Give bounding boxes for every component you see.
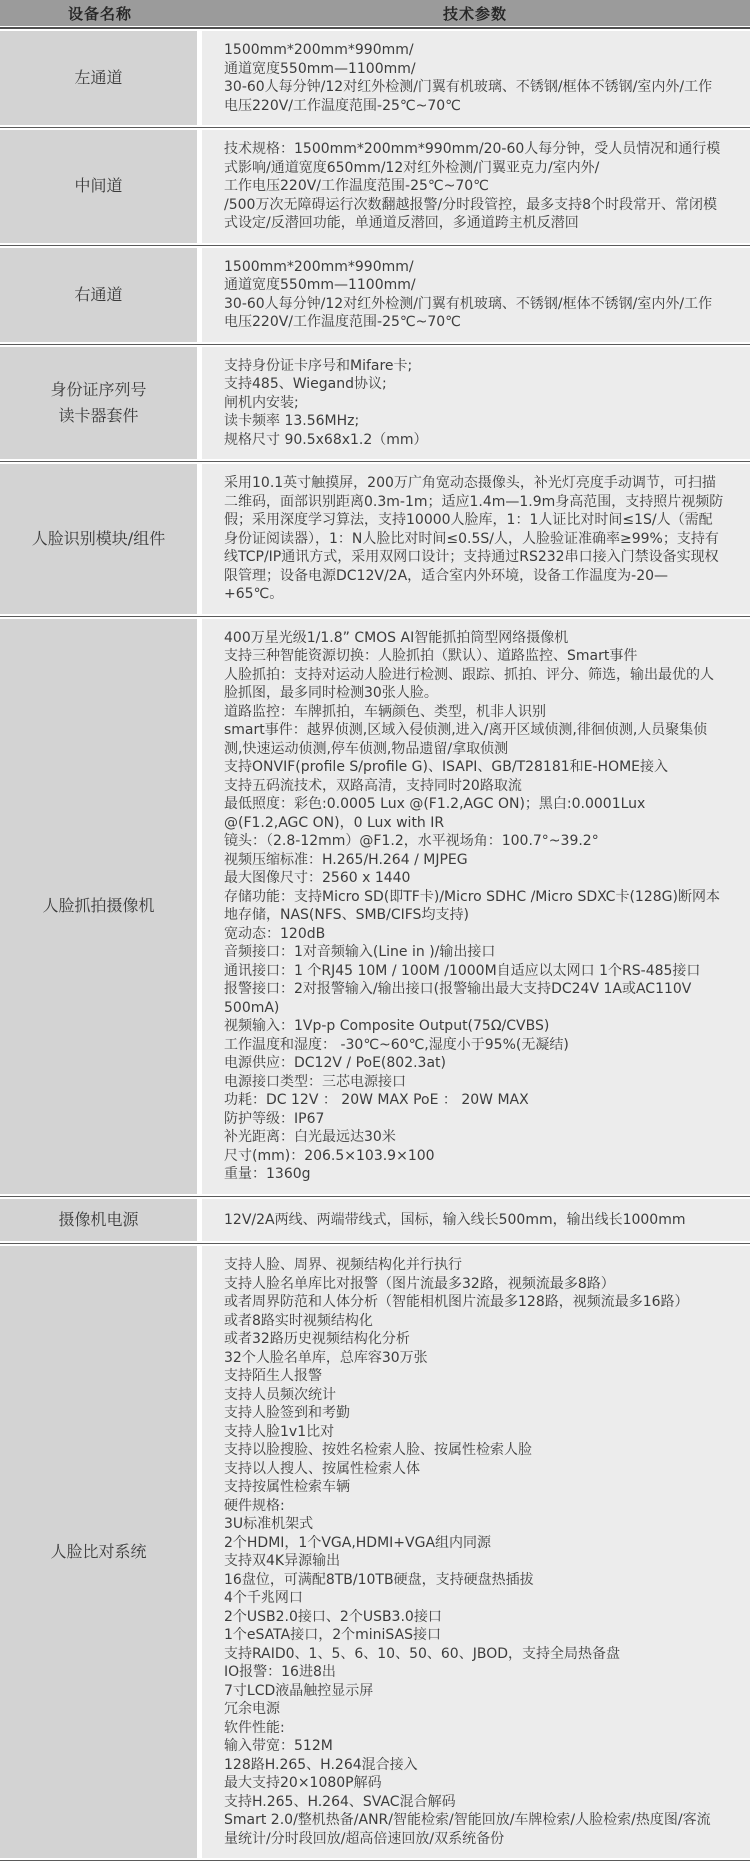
tech-params-cell: 1500mm*200mm*990mm/ 通道宽度550mm—1100mm/ 30-60人每分钟/12对红外检测/门翼有机玻璃、不锈钢/框体不锈钢/室内外/工作电压220V/工作温度范围-25℃~70℃ (202, 31, 750, 125)
table-row (0, 130, 750, 243)
spec-table-body (0, 31, 750, 1863)
device-name-cell: 人脸识别模块/组件 (0, 464, 197, 614)
tech-params-cell: 采用10.1英寸触摸屏，200万广角宽动态摄像头，补光灯亮度手动调节，可扫描二维码，面部识别距离0.3m-1m；适应1.4m—1.9m身高范围，支持照片视频防假；采用深度学习算法，支持10000人脸库，1：1人证比对时间≤1S/人（需配身份证阅读器），1：N人脸比对时间≤0.5S/人，人脸验证准确率≥99%；支持有线TCP/IP通讯方式，采用双网口设计；支持通过RS232串口接入门禁设备实现权限管理；设备电源DC12V/2A，适合室内外环境，设备工作温度为-20—+65℃。 (202, 464, 750, 614)
header-device-name: 设备名称 (67, 4, 132, 23)
device-name-cell: 身份证序列号 读卡器套件 (0, 347, 197, 460)
table-row (0, 248, 750, 342)
table-row (0, 31, 750, 125)
header-separator (0, 26, 750, 31)
row-separator (0, 1858, 750, 1863)
device-name-cell: 右通道 (0, 248, 197, 342)
device-name-cell: 左通道 (0, 31, 197, 125)
header-tech-params: 技术参数 (442, 4, 507, 23)
tech-params-cell: 技术规格：1500mm*200mm*990mm/20-60人每分钟，受人员情况和通行模式影响/通道宽度650mm/12对红外检测/门翼亚克力/室内外/ 工作电压220V/工作温度范围-25℃~70℃ /500万次无障碍运行次数翻越报警/分时段管控，最多支持8个时段常开、常闭模式设定/反潜回功能，单通道反潜回，多通道跨主机反潜回 (202, 130, 750, 243)
tech-params-cell: 支持人脸、周界、视频结构化并行执行 支持人脸名单库比对报警（图片流最多32路，视频流最多8路） 或者周界防范和人体分析（智能相机图片流最多128路，视频流最多16路） 或者8路实时视频结构化 或者32路历史视频结构化分析 32个人脸名单库，总库容30万张 支持陌生人报警 支持人员频次统计 支持人脸签到和考勤 支持人脸1v1比对 支持以脸搜脸、按姓名检索人脸、按属性检索人脸 支持以人搜人、按属性检索人体 支持按属性检索车辆 硬件规格: 3U标准机架式 2个HDMI，1个VGA,HDMI+VGA组内同源 支持双4K异源输出 16盘位，可满配8TB/10TB硬盘，支持硬盘热插拔 4个千兆网口 2个USB2.0接口、2个USB3.0接口 1个eSATA接口，2个miniSAS接口 支持RAID0、1、5、6、10、50、60、JBOD，支持全局热备盘 IO报警：16进8出 7寸LCD液晶触控显示屏 冗余电源 软件性能: 输入带宽：512M 128路H.265、H.264混合接入 最大支持20×1080P解码 支持H.265、H.264、SVAC混合解码 Smart 2.0/整机热备/ANR/智能检索/智能回放/车牌检索/人脸检索/热度图/客流量统计/分时段回放/超高倍速回放/双系统备份 (202, 1246, 750, 1858)
row-separator (0, 614, 750, 619)
table-row (0, 1246, 750, 1858)
row-separator (0, 243, 750, 248)
table-header-row (0, 0, 750, 26)
tech-params-cell: 12V/2A两线、两端带线式，国标，输入线长500mm，输出线长1000mm (202, 1199, 750, 1242)
device-name-cell: 摄像机电源 (0, 1199, 197, 1242)
row-separator (0, 459, 750, 464)
device-name-cell: 人脸比对系统 (0, 1246, 197, 1858)
table-row (0, 1199, 750, 1242)
tech-params-cell: 支持身份证卡序号和Mifare卡; 支持485、Wiegand协议; 闸机内安装; 读卡频率 13.56MHz; 规格尺寸 90.5x68x1.2（mm） (202, 347, 750, 460)
tech-params-cell: 400万星光级1/1.8” CMOS AI智能抓拍筒型网络摄像机 支持三种智能资源切换：人脸抓拍（默认）、道路监控、Smart事件 人脸抓拍：支持对运动人脸进行检测、跟踪、抓拍、评分、筛选，输出最优的人脸抓图，最多同时检测30张人脸。 道路监控：车牌抓拍，车辆颜色、类型，机非人识别 smart事件：越界侦测,区域入侵侦测,进入/离开区域侦测,徘徊侦测,人员聚集侦测,快速运动侦测,停车侦测,物品遗留/拿取侦测 支持ONVIF(profile S/profile G)、ISAPI、GB/T28181和E-HOME接入 支持五码流技术，双路高清，支持同时20路取流 最低照度：彩色:0.0005 Lux @(F1.2,AGC ON)；黑白:0.0001Lux @(F1.2,AGC ON)，0 Lux with IR 镜头：（2.8-12mm）@F1.2，水平视场角：100.7°~39.2° 视频压缩标准：H.265/H.264 / MJPEG 最大图像尺寸：2560 x 1440 存储功能：支持Micro SD(即TF卡)/Micro SDHC /Micro SDXC卡(128G)断网本地存储，NAS(NFS、SMB/CIFS均支持) 宽动态：120dB 音频接口：1对音频输入(Line in )/输出接口 通讯接口：1 个RJ45 10M / 100M /1000M自适应以太网口 1个RS-485接口 报警接口：2对报警输入/输出接口(报警输出最大支持DC24V 1A或AC110V 500mA) 视频输入：1Vp-p Composite Output(75Ω/CVBS) 工作温度和湿度： -30℃~60℃,湿度小于95%(无凝结) 电源供应：DC12V / PoE(802.3at) 电源接口类型：三芯电源接口 功耗：DC 12V ： 20W MAX PoE ： 20W MAX 防护等级：IP67 补光距离：白光最远达30米 尺寸(mm)：206.5×103.9×100 重量：1360g (202, 619, 750, 1194)
table-row (0, 347, 750, 460)
tech-params-cell: 1500mm*200mm*990mm/ 通道宽度550mm—1100mm/ 30-60人每分钟/12对红外检测/门翼有机玻璃、不锈钢/框体不锈钢/室内外/工作电压220V/工作温度范围-25℃~70℃ (202, 248, 750, 342)
row-separator (0, 1241, 750, 1246)
device-name-cell: 中间道 (0, 130, 197, 243)
row-separator (0, 342, 750, 347)
row-separator (0, 1194, 750, 1199)
row-separator (0, 125, 750, 130)
device-name-cell: 人脸抓拍摄像机 (0, 619, 197, 1194)
table-row (0, 464, 750, 614)
table-row (0, 619, 750, 1194)
